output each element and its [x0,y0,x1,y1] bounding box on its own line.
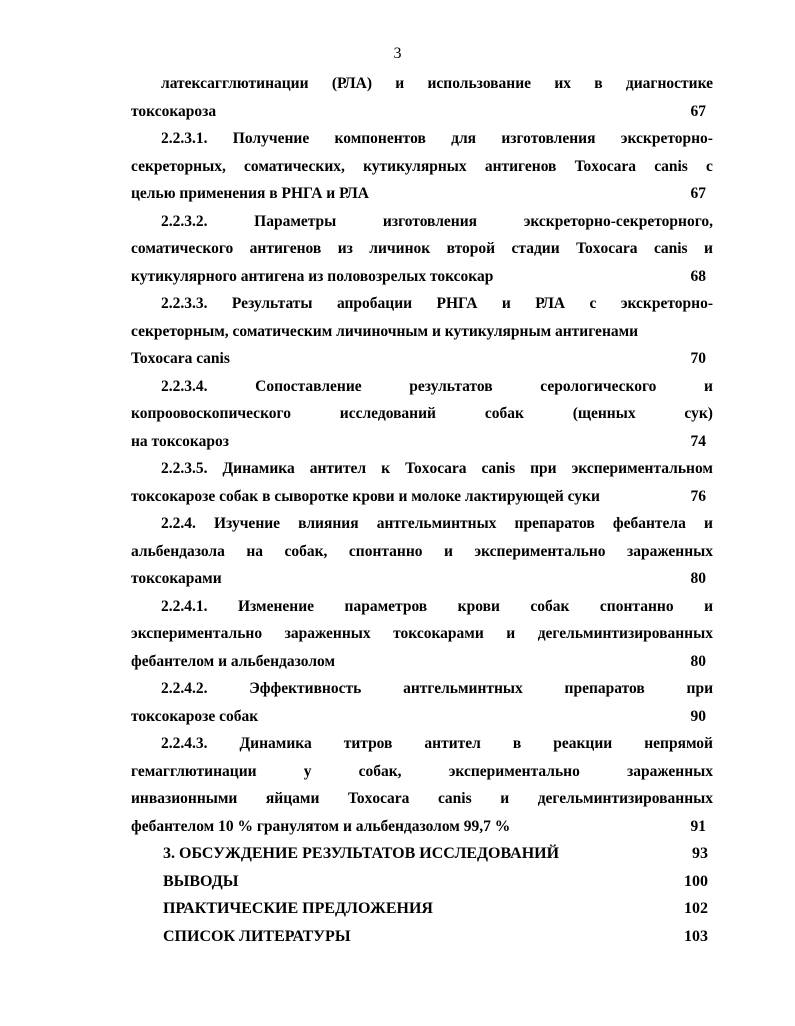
toc-word: диагностике [625,75,713,92]
toc-page-number: 103 [684,927,708,945]
toc-word: компонентов [334,130,426,147]
toc-word: Динамика [239,735,312,752]
toc-word: альбендазола [131,542,225,560]
toc-entry-line [131,235,713,263]
toc-word: зараженных [627,542,713,560]
toc-word: результатов [409,377,493,395]
toc-entry-line [131,730,713,758]
toc-heading[interactable] [131,840,713,868]
toc-word: при [530,460,557,477]
toc-word: для [451,130,477,147]
toc-word: Сопоставление [255,377,362,395]
toc-word: в [512,735,522,752]
toc-entry-line [131,318,713,346]
toc-word: второй [446,240,496,257]
toc-word: исследований [339,405,436,422]
toc-word: дегельминтизированных [537,790,713,807]
toc-word: (РЛА) [331,75,373,92]
toc-word: 2.2.3.1. [161,130,208,147]
toc-word: Toxocara [576,240,638,257]
toc-word: Изучение [213,515,281,532]
toc-word: апробации [336,295,413,312]
toc-entry-line [131,180,713,208]
toc-entry-line [131,153,713,181]
toc-entry-line [131,428,713,456]
toc-heading-text: СПИСОК ЛИТЕРАТУРЫ [163,927,351,945]
toc-word: canis [438,790,472,807]
toc-entry-text: фебантелом 10 % гранулятом и альбендазолом 99,7 % [131,817,511,835]
toc-word: препаратов [564,680,645,697]
toc-entry-text: кутикулярного антигена из половозрелых токсокар [131,267,494,285]
toc-word: реакции [553,735,613,752]
toc-page-number: 70 [690,350,706,367]
toc-word: сук) [684,405,713,422]
toc-entry[interactable] [131,593,713,676]
toc-entry-line [131,620,713,648]
toc-word: при [686,680,713,697]
toc-entry[interactable] [131,125,713,208]
toc-word: препаратов [514,515,595,532]
toc-entry[interactable] [131,373,713,456]
toc-word: соматических, [244,157,345,175]
toc-word: крови [457,597,500,615]
toc-entry-line [131,290,713,318]
toc-word: 2.2.3.5. [161,460,208,477]
toc-word: у [303,762,312,780]
toc-word: 2.2.3.3. [161,295,208,312]
toc-page-number: 67 [690,102,706,120]
toc-word: экспериментально [131,625,263,642]
toc-word: влияния [298,515,359,532]
toc-word: 2.2.4.3. [161,735,208,752]
toc-entry-line [131,400,713,428]
toc-word: непрямой [644,735,713,752]
toc-word: изготовления [382,212,478,230]
toc-page-number: 76 [690,487,706,505]
toc-word: экскреторно-секреторного, [523,212,713,230]
toc-word: Получение [232,130,310,147]
toc-word: экспериментально [474,542,606,560]
toc-word: зараженных [627,762,713,780]
toc-entry-line [131,98,713,126]
toc-word: спонтанно [599,597,674,615]
toc-word: антигенов [484,157,557,175]
toc-entry-line [131,538,713,566]
toc-word: латексагглютинации [161,75,309,92]
toc-word: 2.2.3.4. [161,377,208,395]
toc-word: с [589,295,597,312]
toc-heading[interactable] [131,923,713,951]
toc-word: (щенных [572,405,636,422]
toc-word: и [501,295,511,312]
toc-word: Toxocara [574,157,637,175]
toc-word: экскреторно- [620,295,713,312]
toc-entry-line [131,758,713,786]
toc-entry-text: Toxocara canis [131,350,230,367]
toc-word: кутикулярных [363,157,467,175]
toc-page-number: 102 [684,900,708,917]
toc-word: соматического [131,240,234,257]
toc-word: на [246,542,264,560]
toc-entry-text: секреторным, соматическим личиночным и кутикулярным антигенами [131,322,639,340]
toc-word: собак [484,405,524,422]
toc-word: стадии [511,240,560,257]
toc-heading-text: ВЫВОДЫ [163,872,239,890]
toc-word: копроовоскопического [131,405,291,422]
toc-entry-text: токсокарозе собак [131,707,259,725]
toc-word: параметров [344,597,428,615]
toc-word: Эффективность [249,680,362,697]
toc-word: и [703,240,713,257]
toc-page-number: 90 [690,707,706,725]
toc-word: собак, [284,542,328,560]
toc-page-number: 93 [692,845,708,862]
toc-word: антигенов [249,240,322,257]
toc-entry-line [131,648,713,676]
toc-word: серологического [540,377,657,395]
toc-word: к [381,460,391,477]
toc-word: секреторных, [131,157,226,175]
toc-word: 2.2.4.1. [161,597,208,615]
toc-page-number: 80 [690,570,706,587]
toc-word: личинок [369,240,431,257]
toc-word: 2.2.4. [161,515,196,532]
toc-heading[interactable] [131,868,713,896]
toc-word: инвазионными [131,790,238,807]
toc-entry-line [131,785,713,813]
toc-entry-line [131,70,713,98]
toc-word: из [337,240,353,257]
toc-word: и [395,75,405,92]
toc-entry-text: фебантелом и альбендазолом [131,652,336,670]
toc-entry-line [131,345,713,373]
toc-entry-line [131,813,713,841]
toc-word: и [444,542,453,560]
toc-entry[interactable] [131,730,713,840]
toc-word: использование [427,75,532,92]
toc-word: и [704,377,713,395]
toc-word: собак [530,597,570,615]
toc-entry[interactable] [131,70,713,125]
toc-word: яйцами [265,790,320,807]
toc-entry-text: токсокарами [131,570,222,587]
toc-word: и [704,597,713,615]
toc-entry-line [131,455,713,483]
toc-word: экспериментальном [571,460,713,477]
toc-entry-text: целью применения в РНГА и РЛА [131,185,369,202]
toc-word: 2.2.3.2. [161,212,208,230]
toc-word: Изменение [237,597,315,615]
toc-word: и [506,625,516,642]
toc-entry-line [131,675,713,703]
toc-word: canis [481,460,516,477]
toc-word: и [500,790,510,807]
toc-page-number: 100 [684,872,708,890]
toc-word: зараженных [284,625,371,642]
toc-entry-line [131,593,713,621]
toc-word: Динамика [222,460,295,477]
toc-entry-line [131,510,713,538]
toc-word: в [594,75,603,92]
toc-word: гемагглютинации [131,762,257,780]
toc-word: антител [424,735,481,752]
toc-page-number: 80 [690,652,706,670]
toc-entry[interactable] [131,675,713,730]
toc-entry-line [131,703,713,731]
toc-word: РЛА [535,295,566,312]
toc-entry[interactable] [131,510,713,593]
toc-entry-line [131,263,713,291]
toc-entry-line [131,483,713,511]
toc-word: с [706,157,713,175]
toc-word: Toxocara [405,460,467,477]
table-of-contents [131,70,713,950]
toc-word: 2.2.4.2. [161,680,208,697]
toc-entry-line [131,565,713,593]
toc-entry[interactable] [131,208,713,291]
toc-word: собак, [358,762,402,780]
toc-entry-line [131,373,713,401]
toc-word: антител [309,460,367,477]
toc-entry[interactable] [131,290,713,373]
toc-entry[interactable] [131,455,713,510]
toc-word: canis [654,157,688,175]
toc-word: Toxocara [348,790,410,807]
toc-word: Параметры [254,212,337,230]
toc-word: антгельминтных [403,680,523,697]
toc-word: canis [653,240,688,257]
toc-word: токсокарами [393,625,484,642]
toc-heading[interactable] [131,895,713,923]
toc-word: титров [343,735,393,752]
toc-page-number: 91 [690,817,706,835]
toc-entry-text: токсокароза [131,102,217,120]
toc-entry-line [131,125,713,153]
toc-word: их [554,75,571,92]
toc-entry-text: токсокарозе собак в сыворотке крови и молоке лактирующей суки [131,487,600,505]
toc-word: фебантела [612,515,686,532]
toc-page-number: 67 [690,185,706,202]
toc-word: экспериментально [448,762,580,780]
toc-word: антгельминтных [376,515,497,532]
toc-word: экскреторно- [620,130,713,147]
toc-word: дегельминтизированных [537,625,713,642]
toc-word: спонтанно [348,542,423,560]
toc-heading-text: 3. ОБСУЖДЕНИЕ РЕЗУЛЬТАТОВ ИССЛЕДОВАНИЙ [163,845,560,862]
toc-word: изготовления [501,130,596,147]
toc-page-number: 74 [690,432,706,450]
toc-word: Результаты [231,295,313,312]
toc-heading-text: ПРАКТИЧЕСКИЕ ПРЕДЛОЖЕНИЯ [163,900,433,917]
toc-entry-line [131,208,713,236]
toc-page-number: 68 [690,267,706,285]
toc-word: РНГА [436,295,478,312]
toc-word: и [703,515,713,532]
page-number: 3 [393,45,402,62]
toc-entry-text: на токсокароз [131,432,229,450]
